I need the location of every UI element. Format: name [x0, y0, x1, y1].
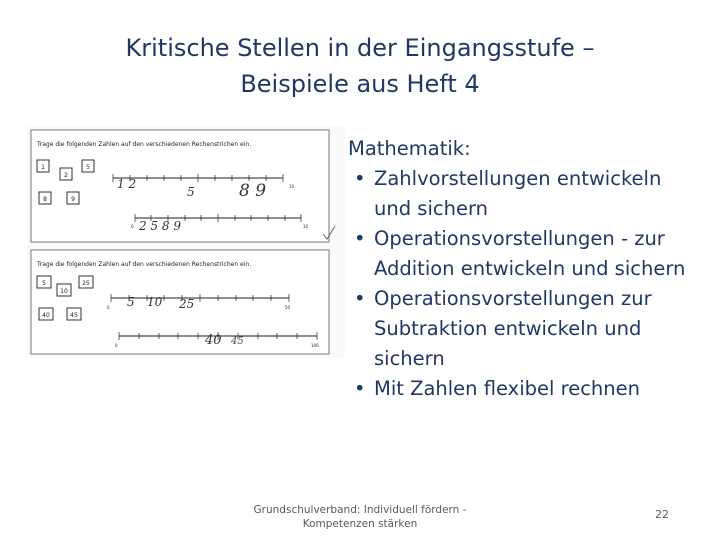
- bullet-content: [348, 134, 688, 404]
- task-1-line-2-end: 10: [303, 224, 309, 229]
- handwritten-answer: 2 5 8 9: [139, 219, 181, 233]
- task-1-card: 2: [64, 172, 68, 179]
- handwritten-answer: 45: [231, 336, 244, 347]
- task-1-card: 1: [41, 164, 45, 171]
- handwritten-answer: 10: [147, 295, 163, 309]
- slide-title-line-1: Kritische Stellen in der Eingangsstufe –: [125, 34, 595, 62]
- handwritten-answer: 5: [187, 185, 195, 199]
- task-2-line-2-end: 100: [311, 343, 319, 348]
- task-2-card: 5: [42, 280, 46, 287]
- handwritten-answer: 5: [127, 295, 135, 309]
- slide-page-number: 22: [655, 508, 669, 521]
- handwritten-answer: 25: [179, 297, 195, 311]
- slide-footer: Grundschulverband: Individuell fördern - Kompetenzen stärken: [253, 504, 467, 530]
- task-1-card: 9: [71, 196, 75, 203]
- worksheet-task-1: [31, 130, 329, 242]
- bullet-item: • Zahlvorstellungen entwickeln und sichern: [348, 164, 688, 224]
- bullet-item: • Mit Zahlen flexibel rechnen: [348, 374, 688, 404]
- bullet-item: • Operationsvorstellungen zur Subtraktion entwickeln und sichern: [348, 284, 688, 374]
- task-2-line-1-end: 50: [285, 305, 291, 310]
- task-2-card: 45: [70, 312, 78, 319]
- task-2-line-2-start: 0: [115, 343, 118, 348]
- handwritten-answer: 40: [205, 333, 222, 348]
- handwritten-answer: 8 9: [239, 181, 267, 201]
- handwritten-answer: 1 2: [117, 177, 137, 191]
- worksheet-scan-image: [27, 126, 345, 358]
- task-2-line-1-start: 0: [107, 305, 110, 310]
- task-2-card: 40: [42, 312, 50, 319]
- task-1-line-1-end: 10: [289, 184, 295, 189]
- task-1-card: 5: [86, 164, 90, 171]
- slide-title-line-2: Beispiele aus Heft 4: [240, 70, 480, 98]
- task-2-card: 25: [82, 280, 90, 287]
- task-2-instruction: Trage die folgenden Zahlen auf den verschiedenen Rechenstrichen ein.: [37, 261, 252, 268]
- bullet-list: [348, 164, 688, 404]
- bullet-item: • Operationsvorstellungen - zur Addition entwickeln und sichern: [348, 224, 688, 284]
- task-2-card: 10: [60, 288, 68, 295]
- subject-heading: Mathematik:: [348, 137, 471, 160]
- task-1-instruction: Trage die folgenden Zahlen auf den verschiedenen Rechenstrichen ein.: [37, 141, 252, 148]
- slide-title: [40, 30, 680, 102]
- task-1-line-2-start: 0: [131, 224, 134, 229]
- task-1-card: 8: [43, 196, 47, 203]
- worksheet-task-2: [31, 250, 329, 354]
